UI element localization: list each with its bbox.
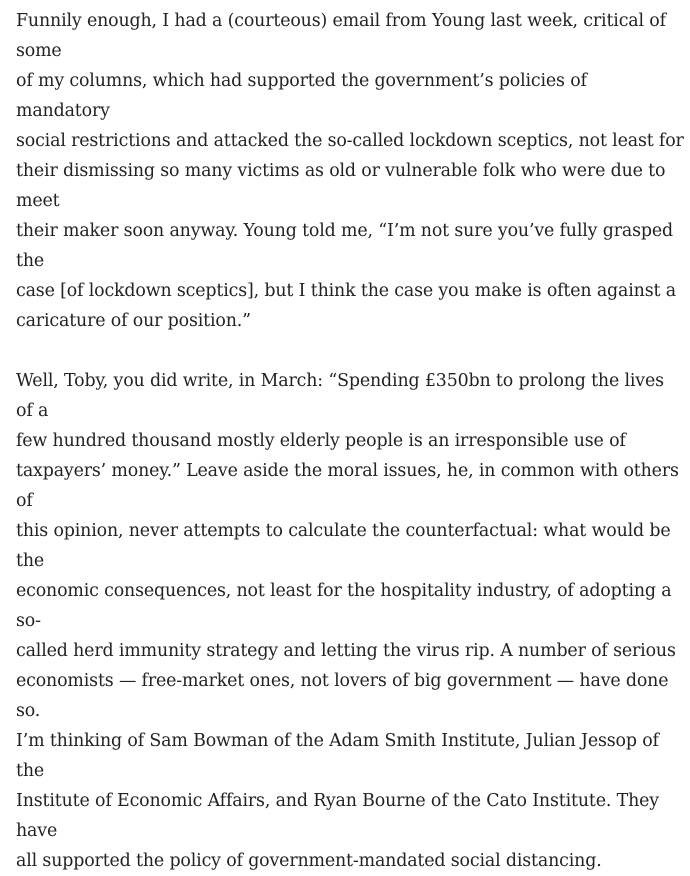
article-body <box>16 6 684 876</box>
article-paragraph: Well, Toby, you did write, in March: “Spending £350bn to prolong the lives of a few hundred thousand mostly elderly people is an irresponsible use of taxpayers’ money.” Leave aside the moral issues, he, in common with others of this opinion, never attempts to calculate the counterfactual: what would be the economic consequences, not least for the hospitality industry, of adopting a so- called herd immunity strategy and letting the virus rip. A number of serious economists — free-market ones, not lovers of big government — have done so. I’m thinking of Sam Bowman of the Adam Smith Institute, Julian Jessop of the Institute of Economic Affairs, and Ryan Bourne of the Cato Institute. They have all supported the policy of government-mandated social distancing. <box>16 371 679 871</box>
article-paragraph: Funnily enough, I had a (courteous) email from Young last week, critical of some of my columns, which had supported the government’s policies of mandatory social restrictions and attacked the so-called lockdown sceptics, not least for their dismissing so many victims as old or vulnerable folk who were due to meet their maker soon anyway. Young told me, “I’m not sure you’ve fully grasped the case [of lockdown sceptics], but I think the case you make is often against a caricature of our position.” <box>16 11 684 331</box>
